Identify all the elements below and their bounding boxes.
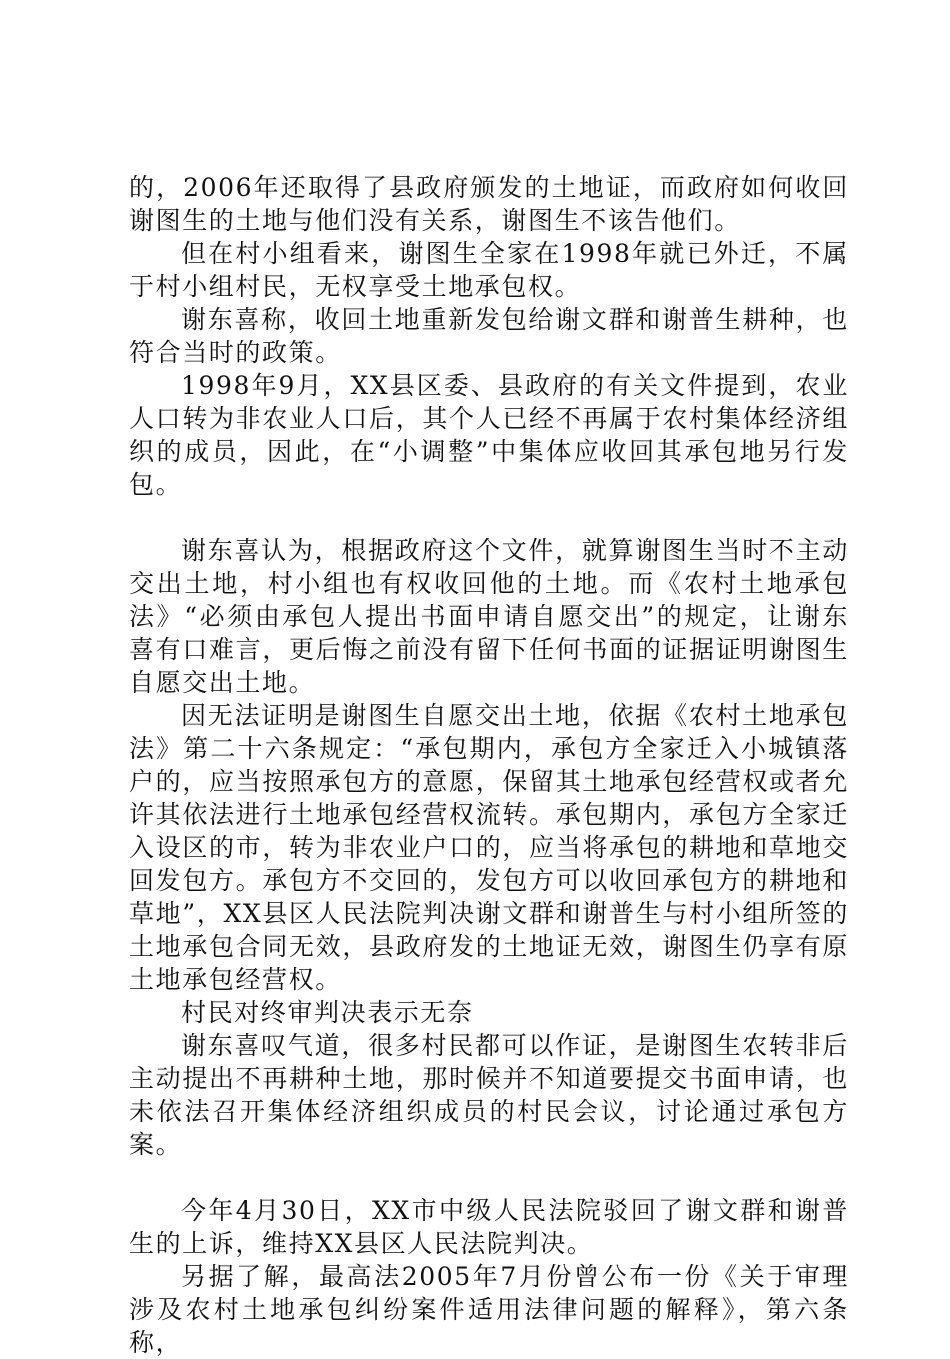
paragraph-2: 但在村小组看来，谢图生全家在1998年就已外迁，不属于村小组村民，无权享受土地承包权。 (129, 239, 849, 301)
paragraph-8: 今年4月30日，XX市中级人民法院驳回了谢文群和谢普生的上诉，维持XX县区人民法院判决。 (129, 1196, 849, 1258)
paragraph-9: 另据了解，最高法2005年7月份曾公布一份《关于审理涉及农村土地承包纠纷案件适用法律问题的解释》，第六条称， (129, 1262, 849, 1357)
paragraph-1: 的，2006年还取得了县政府颁发的土地证，而政府如何收回谢图生的土地与他们没有关系，谢图生不该告他们。 (129, 173, 849, 235)
paragraph-4: 1998年9月，XX县区委、县政府的有关文件提到，农业人口转为非农业人口后，其个人已经不再属于农村集体经济组织的成员，因此，在“小调整”中集体应收回其承包地另行发包。 (129, 371, 849, 499)
paragraph-6: 因无法证明是谢图生自愿交出土地，依据《农村土地承包法》第二十六条规定：“承包期内，承包方全家迁入小城镇落户的，应当按照承包方的意愿，保留其土地承包经营权或者允许其依法进行土地承包经营权流转。承包期内，承包方全家迁入设区的市，转为非农业户口的，应当将承包的耕地和草地交回发包方。承包方不交回的，发包方可以收回承包方的耕地和草地”，XX县区人民法院判决谢文群和谢普生与村小组所签的土地承包合同无效，县政府发的土地证无效，谢图生仍享有原土地承包经营权。 (129, 701, 849, 994)
section-heading: 村民对终审判决表示无奈 (181, 998, 474, 1027)
paragraph-7: 谢东喜叹气道，很多村民都可以作证，是谢图生农转非后主动提出不再耕种土地，那时候并不知道要提交书面申请，也未依法召开集体经济组织成员的村民会议，讨论通过承包方案。 (129, 1031, 849, 1159)
paragraph-5: 谢东喜认为，根据政府这个文件，就算谢图生当时不主动交出土地，村小组也有权收回他的土地。而《农村土地承包法》“必须由承包人提出书面申请自愿交出”的规定，让谢东喜有口难言，更后悔之前没有留下任何书面的证据证明谢图生自愿交出土地。 (129, 536, 849, 697)
paragraph-3: 谢东喜称，收回土地重新发包给谢文群和谢普生耕种，也符合当时的政策。 (129, 305, 849, 367)
document-body (129, 171, 849, 1359)
